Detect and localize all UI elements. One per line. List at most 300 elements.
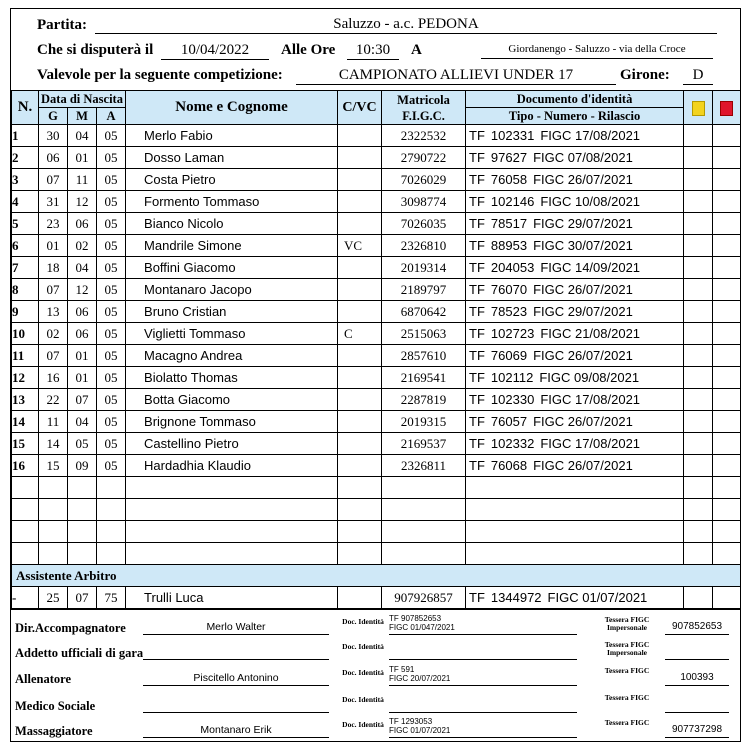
player-document: [466, 279, 684, 301]
yellow-card-cell: [684, 235, 713, 257]
birth-year: 05: [97, 125, 126, 147]
empty-cell: [97, 543, 126, 565]
doc-rilascio: FIGC 17/08/2021: [540, 128, 641, 143]
birth-day: 22: [39, 389, 68, 411]
empty-row: [12, 499, 741, 521]
captain-mark: [338, 213, 382, 235]
staff-role: Addetto ufficiali di gara: [15, 646, 144, 660]
doc-tipo: TF: [469, 128, 485, 143]
empty-cell: [713, 543, 741, 565]
doc-tipo: TF: [469, 216, 485, 231]
match-date: 10/04/2022: [161, 41, 269, 60]
doc-rilascio: FIGC 14/09/2021: [540, 260, 641, 275]
birth-month: 04: [68, 125, 97, 147]
empty-cell: [684, 543, 713, 565]
birth-month: 04: [68, 257, 97, 279]
birth-day: 15: [39, 455, 68, 477]
table-row: [12, 433, 741, 455]
birth-month: 06: [68, 323, 97, 345]
birth-year: 05: [97, 191, 126, 213]
yellow-card-cell: [684, 433, 713, 455]
doc-tipo: TF: [469, 304, 485, 319]
doc-rilascio: FIGC 26/07/2021: [533, 282, 633, 297]
player-name: Bianco Nicolo: [126, 213, 338, 235]
table-row: [12, 301, 741, 323]
partita-value: Saluzzo - a.c. PEDONA: [95, 15, 717, 34]
birth-day: 13: [39, 301, 68, 323]
staff-tessera-label: Tessera FIGC: [604, 693, 650, 702]
player-matricola: 2326811: [382, 455, 466, 477]
doc-rilascio: FIGC 30/07/2021: [533, 238, 633, 253]
yellow-card-cell: [684, 257, 713, 279]
captain-mark: [338, 301, 382, 323]
captain-mark: [338, 279, 382, 301]
player-name: Boffini Giacomo: [126, 257, 338, 279]
player-matricola: 2019314: [382, 257, 466, 279]
birth-day: 31: [39, 191, 68, 213]
doc-numero: 102331: [490, 128, 535, 143]
player-matricola: 6870642: [382, 301, 466, 323]
doc-rilascio: FIGC 29/07/2021: [533, 216, 633, 231]
arbitro-header-row: [12, 565, 741, 587]
table-row: [12, 367, 741, 389]
yellow-card-icon: [692, 101, 705, 116]
birth-month: 01: [68, 345, 97, 367]
staff-tessera-value: [665, 645, 729, 660]
red-card-cell: [713, 125, 741, 147]
staff-role: Massaggiatore: [15, 724, 93, 738]
yellow-card-cell: [684, 301, 713, 323]
doc-tipo: TF: [469, 458, 485, 473]
doc-tipo: TF: [469, 370, 485, 385]
player-number: 15: [12, 433, 39, 455]
staff-doc-line1: [389, 639, 577, 648]
girone-label: Girone:: [620, 67, 670, 83]
empty-cell: [126, 543, 338, 565]
table-row: [12, 279, 741, 301]
yellow-card-cell: [684, 411, 713, 433]
player-number: 16: [12, 455, 39, 477]
captain-mark: [338, 345, 382, 367]
col-red-header: [713, 91, 741, 125]
doc-rilascio: FIGC 26/07/2021: [533, 458, 633, 473]
table-row: [12, 323, 741, 345]
col-documento-header: Documento d'identità: [466, 91, 684, 108]
player-name: Brignone Tommaso: [126, 411, 338, 433]
staff-tessera-value: 907852653: [665, 620, 729, 635]
staff-role: Dir.Accompagnatore: [15, 621, 126, 635]
player-number: 14: [12, 411, 39, 433]
birth-year: 05: [97, 235, 126, 257]
staff-name: Piscitello Antonino: [143, 671, 329, 686]
birth-day: 18: [39, 257, 68, 279]
doc-tipo: TF: [469, 194, 485, 209]
staff-role: Allenatore: [15, 672, 72, 686]
empty-cell: [12, 499, 39, 521]
birth-month: 02: [68, 235, 97, 257]
arbitro-label: Assistente Arbitro: [12, 565, 741, 587]
player-matricola: 7026029: [382, 169, 466, 191]
birth-year: 05: [97, 169, 126, 191]
empty-cell: [12, 477, 39, 499]
captain-mark: C: [338, 323, 382, 345]
staff-doc-line1: [389, 692, 577, 701]
staff-doc-line2: FIGC 01/07/2021: [389, 726, 451, 735]
empty-cell: [382, 543, 466, 565]
arbitro-name: Trulli Luca: [126, 587, 338, 609]
staff-doc-value: [389, 717, 577, 738]
yellow-card-cell: [684, 389, 713, 411]
doc-numero: 78517: [490, 216, 528, 231]
player-number: 11: [12, 345, 39, 367]
empty-cell: [466, 477, 684, 499]
player-number: 12: [12, 367, 39, 389]
staff-doc-value: [389, 665, 577, 686]
birth-month: 12: [68, 279, 97, 301]
col-m-header: M: [68, 108, 97, 125]
table-row: [12, 213, 741, 235]
staff-doc-line2: FIGC 20/07/2021: [389, 674, 451, 683]
red-card-cell: [713, 257, 741, 279]
doc-numero: 102330: [490, 392, 535, 407]
doc-tipo: TF: [469, 238, 485, 253]
yellow-card-cell: [684, 191, 713, 213]
staff-tessera-label: Tessera FIGC: [604, 666, 650, 675]
doc-numero: 204053: [490, 260, 535, 275]
captain-mark: [338, 191, 382, 213]
arbitro-row: [12, 587, 741, 609]
captain-mark: [338, 455, 382, 477]
empty-cell: [68, 499, 97, 521]
table-row: [12, 169, 741, 191]
empty-cell: [713, 499, 741, 521]
doc-tipo: TF: [469, 392, 485, 407]
col-a-header: A: [97, 108, 126, 125]
doc-tipo: TF: [469, 260, 485, 275]
empty-cell: [713, 521, 741, 543]
captain-mark: [338, 257, 382, 279]
arbitro-yellow: [684, 587, 713, 609]
staff-doc-value: [389, 639, 577, 660]
doc-tipo: TF: [469, 414, 485, 429]
col-g-header: G: [39, 108, 68, 125]
player-name: Mandrile Simone: [126, 235, 338, 257]
table-row: [12, 235, 741, 257]
red-card-cell: [713, 389, 741, 411]
distinta-sheet: [10, 8, 741, 742]
birth-year: 05: [97, 433, 126, 455]
birth-month: 12: [68, 191, 97, 213]
col-nome-header: Nome e Cognome: [126, 91, 338, 125]
red-card-cell: [713, 455, 741, 477]
birth-year: 05: [97, 455, 126, 477]
staff-doc-value: [389, 614, 577, 635]
yellow-card-cell: [684, 279, 713, 301]
captain-mark: [338, 389, 382, 411]
col-yellow-header: [684, 91, 713, 125]
empty-cell: [684, 477, 713, 499]
player-document: [466, 213, 684, 235]
empty-cell: [12, 521, 39, 543]
staff-name: Merlo Walter: [143, 620, 329, 635]
col-cvc-header: C/VC: [338, 91, 382, 125]
empty-cell: [97, 521, 126, 543]
red-card-icon: [720, 101, 733, 116]
staff-row: [11, 717, 740, 747]
doc-rilascio: FIGC 01/07/2021: [547, 590, 648, 605]
red-card-cell: [713, 279, 741, 301]
player-matricola: 2790722: [382, 147, 466, 169]
staff-doc-line2: [389, 701, 577, 710]
partita-label: Partita:: [37, 17, 87, 33]
staff-tessera-value: 907737298: [665, 723, 729, 738]
staff-role: Medico Sociale: [15, 699, 96, 713]
empty-cell: [68, 477, 97, 499]
red-card-cell: [713, 213, 741, 235]
table-row: [12, 125, 741, 147]
player-document: [466, 169, 684, 191]
staff-doc-line1: TF 1293053: [389, 717, 433, 726]
player-matricola: 2169541: [382, 367, 466, 389]
player-name: Dosso Laman: [126, 147, 338, 169]
empty-cell: [39, 521, 68, 543]
birth-month: 09: [68, 455, 97, 477]
player-name: Bruno Cristian: [126, 301, 338, 323]
empty-cell: [68, 543, 97, 565]
empty-cell: [382, 521, 466, 543]
valevole-label: Valevole per la seguente competizione:: [37, 67, 283, 83]
player-document: [466, 257, 684, 279]
player-name: Botta Giacomo: [126, 389, 338, 411]
player-document: [466, 433, 684, 455]
empty-cell: [713, 477, 741, 499]
player-number: 8: [12, 279, 39, 301]
staff-tessera-label: Tessera FIGC Impersonale: [604, 615, 650, 632]
birth-day: 30: [39, 125, 68, 147]
girone-value: D: [683, 66, 713, 85]
player-name: Biolatto Thomas: [126, 367, 338, 389]
staff-doc-label: Doc. Identità: [342, 642, 384, 651]
birth-day: 06: [39, 147, 68, 169]
red-card-cell: [713, 433, 741, 455]
players-table: [11, 90, 741, 609]
empty-cell: [12, 543, 39, 565]
staff-name: [143, 645, 329, 660]
player-matricola: 2019315: [382, 411, 466, 433]
red-card-cell: [713, 367, 741, 389]
arbitro-red: [713, 587, 741, 609]
arbitro-document: [466, 587, 684, 609]
doc-tipo: TF: [469, 436, 485, 451]
red-card-cell: [713, 323, 741, 345]
birth-month: 06: [68, 301, 97, 323]
yellow-card-cell: [684, 455, 713, 477]
doc-tipo: TF: [469, 150, 485, 165]
yellow-card-cell: [684, 147, 713, 169]
doc-numero: 76058: [490, 172, 528, 187]
red-card-cell: [713, 191, 741, 213]
birth-year: 05: [97, 323, 126, 345]
player-document: [466, 235, 684, 257]
player-matricola: 7026035: [382, 213, 466, 235]
birth-year: 05: [97, 345, 126, 367]
staff-doc-line2: [389, 648, 577, 657]
birth-day: 14: [39, 433, 68, 455]
birth-year: 05: [97, 213, 126, 235]
empty-cell: [466, 543, 684, 565]
table-row: [12, 257, 741, 279]
player-number: 4: [12, 191, 39, 213]
table-row: [12, 345, 741, 367]
doc-rilascio: FIGC 07/08/2021: [533, 150, 633, 165]
empty-cell: [338, 543, 382, 565]
birth-day: 07: [39, 169, 68, 191]
empty-cell: [382, 477, 466, 499]
player-document: [466, 125, 684, 147]
doc-tipo: TF: [469, 326, 485, 341]
doc-numero: 88953: [490, 238, 528, 253]
arbitro-birth-month: 07: [68, 587, 97, 609]
doc-rilascio: FIGC 17/08/2021: [540, 436, 641, 451]
doc-rilascio: FIGC 21/08/2021: [540, 326, 641, 341]
staff-name: [143, 698, 329, 713]
empty-cell: [39, 543, 68, 565]
staff-doc-line1: TF 907852653: [389, 614, 442, 623]
player-name: Hardadhia Klaudio: [126, 455, 338, 477]
player-name: Merlo Fabio: [126, 125, 338, 147]
table-row: [12, 455, 741, 477]
doc-tipo: TF: [469, 172, 485, 187]
captain-mark: [338, 433, 382, 455]
disputera-label: Che si disputerà il: [37, 42, 154, 58]
birth-day: 02: [39, 323, 68, 345]
arbitro-number: -: [12, 587, 39, 609]
birth-year: 05: [97, 411, 126, 433]
staff-tessera-label: Tessera FIGC: [604, 718, 650, 727]
birth-year: 05: [97, 147, 126, 169]
red-card-cell: [713, 301, 741, 323]
empty-cell: [338, 521, 382, 543]
arbitro-birth-year: 75: [97, 587, 126, 609]
player-number: 7: [12, 257, 39, 279]
empty-row: [12, 477, 741, 499]
empty-row: [12, 521, 741, 543]
empty-cell: [126, 477, 338, 499]
doc-numero: 1344972: [490, 590, 542, 605]
doc-numero: 76057: [490, 414, 528, 429]
birth-day: 23: [39, 213, 68, 235]
birth-day: 01: [39, 235, 68, 257]
staff-doc-label: Doc. Identità: [342, 617, 384, 626]
doc-numero: 76070: [490, 282, 528, 297]
yellow-card-cell: [684, 169, 713, 191]
captain-mark: [338, 125, 382, 147]
yellow-card-cell: [684, 367, 713, 389]
doc-rilascio: FIGC 26/07/2021: [533, 172, 633, 187]
player-number: 5: [12, 213, 39, 235]
table-row: [12, 411, 741, 433]
empty-cell: [684, 499, 713, 521]
venue-value: Giordanengo - Saluzzo - via della Croce: [481, 40, 713, 59]
player-document: [466, 411, 684, 433]
player-number: 6: [12, 235, 39, 257]
staff-tessera-value: [665, 698, 729, 713]
staff-doc-line2: FIGC 01/047/2021: [389, 623, 455, 632]
doc-numero: 102146: [490, 194, 535, 209]
birth-day: 07: [39, 279, 68, 301]
doc-numero: 102112: [490, 370, 534, 385]
captain-mark: [338, 367, 382, 389]
doc-numero: 78523: [490, 304, 528, 319]
doc-numero: 76068: [490, 458, 528, 473]
player-name: Costa Pietro: [126, 169, 338, 191]
doc-rilascio: FIGC 10/08/2021: [540, 194, 641, 209]
birth-month: 05: [68, 433, 97, 455]
captain-mark: [338, 411, 382, 433]
birth-day: 16: [39, 367, 68, 389]
player-number: 9: [12, 301, 39, 323]
table-row: [12, 191, 741, 213]
arbitro-cvc: [338, 587, 382, 609]
player-matricola: 2169537: [382, 433, 466, 455]
red-card-cell: [713, 169, 741, 191]
match-time: 10:30: [347, 41, 399, 60]
ore-label: Alle Ore: [281, 42, 336, 58]
doc-rilascio: FIGC 29/07/2021: [533, 304, 633, 319]
player-name: Macagno Andrea: [126, 345, 338, 367]
player-number: 3: [12, 169, 39, 191]
birth-month: 01: [68, 147, 97, 169]
col-n-header: N.: [12, 91, 39, 125]
yellow-card-cell: [684, 323, 713, 345]
player-document: [466, 191, 684, 213]
staff-row: [11, 665, 740, 695]
empty-row: [12, 543, 741, 565]
empty-cell: [126, 499, 338, 521]
birth-year: 05: [97, 367, 126, 389]
player-document: [466, 345, 684, 367]
empty-cell: [68, 521, 97, 543]
player-name: Formento Tommaso: [126, 191, 338, 213]
player-document: [466, 301, 684, 323]
yellow-card-cell: [684, 213, 713, 235]
empty-cell: [97, 477, 126, 499]
col-data-nascita-header: Data di Nascita: [39, 91, 126, 108]
competition-value: CAMPIONATO ALLIEVI UNDER 17: [296, 66, 616, 85]
col-matricola-header: Matricola F.I.G.C.: [382, 91, 466, 125]
player-matricola: 2322532: [382, 125, 466, 147]
staff-doc-label: Doc. Identità: [342, 695, 384, 704]
empty-cell: [126, 521, 338, 543]
player-matricola: 2287819: [382, 389, 466, 411]
doc-numero: 102723: [490, 326, 535, 341]
player-number: 13: [12, 389, 39, 411]
birth-year: 05: [97, 389, 126, 411]
empty-cell: [39, 499, 68, 521]
arbitro-birth-day: 25: [39, 587, 68, 609]
empty-cell: [382, 499, 466, 521]
doc-numero: 97627: [490, 150, 528, 165]
player-matricola: 2326810: [382, 235, 466, 257]
red-card-cell: [713, 235, 741, 257]
staff-name: Montanaro Erik: [143, 723, 329, 738]
red-card-cell: [713, 411, 741, 433]
birth-month: 04: [68, 411, 97, 433]
staff-doc-line1: TF 591: [389, 665, 415, 674]
staff-doc-value: [389, 692, 577, 713]
birth-month: 07: [68, 389, 97, 411]
player-document: [466, 323, 684, 345]
